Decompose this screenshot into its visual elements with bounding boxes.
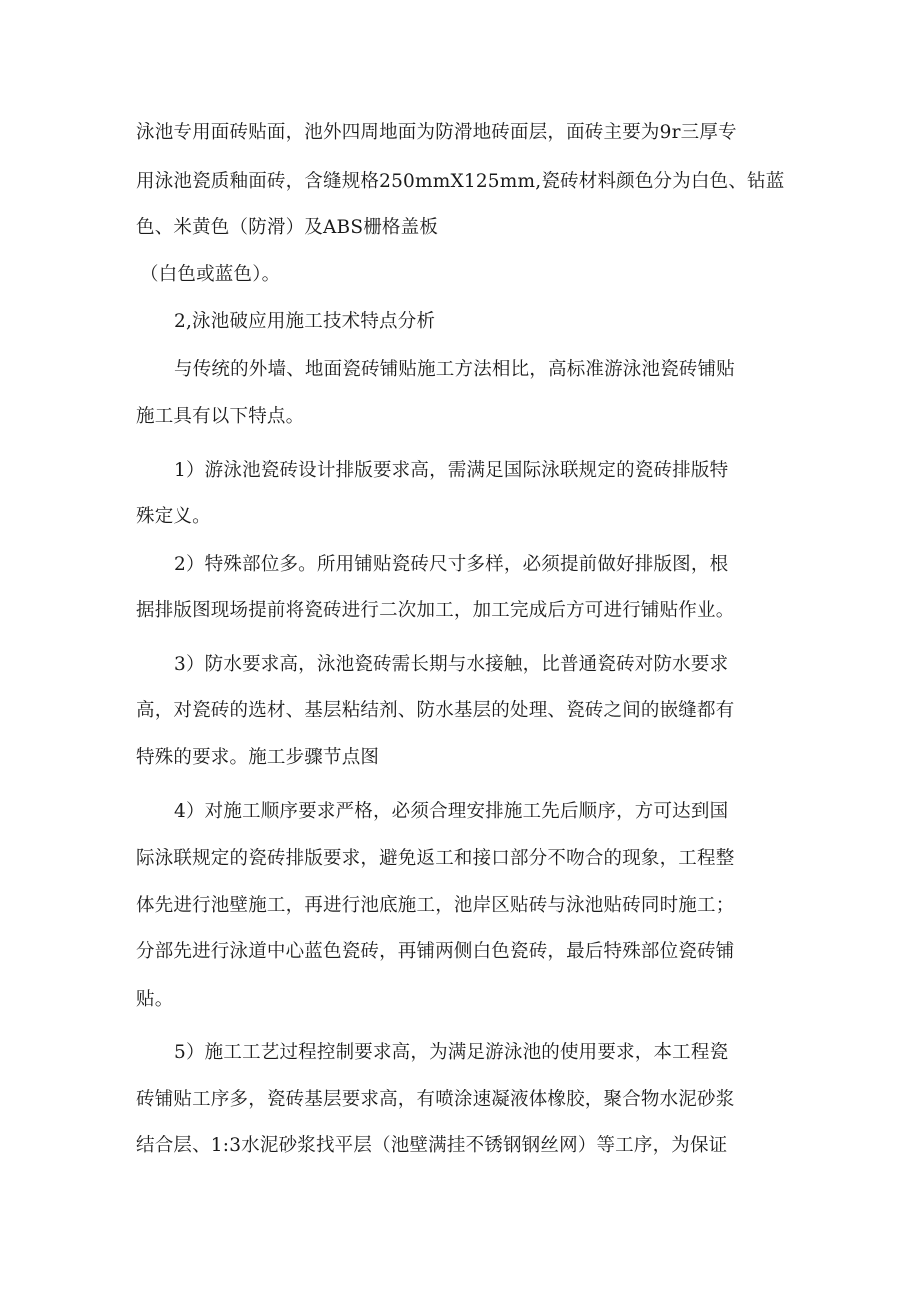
text-line: 色、米黄色（防滑）及ABS栅格盖板: [136, 217, 439, 238]
text-line: 体先进行池壁施工，再进行池底施工，池岸区贴砖与泳池贴砖同时施工；: [136, 895, 735, 916]
text-line: 用泳池瓷质釉面砖，含缝规格250mmX125mm,瓷砖材料颜色分为白色、钻蓝: [136, 171, 785, 192]
section-heading: 2,泳池破应用施工技术特点分析: [174, 311, 436, 332]
text-line: 与传统的外墙、地面瓷砖铺贴施工方法相比，高标准游泳池瓷砖铺贴: [174, 359, 736, 380]
list-item-2: 2）特殊部位多。所用铺贴瓷砖尺寸多样，必须提前做好排版图，根: [174, 554, 729, 575]
text-line: 际泳联规定的瓷砖排版要求，避免返工和接口部分不吻合的现象，工程整: [136, 848, 735, 869]
text-line: 贴。: [136, 989, 174, 1010]
list-item-4: 4）对施工顺序要求严格，必须合理安排施工先后顺序，方可达到国: [174, 801, 729, 822]
text-line: 砖铺贴工序多，瓷砖基层要求高，有喷涂速凝液体橡胶，聚合物水泥砂浆: [136, 1089, 735, 1110]
text-line: 分部先进行泳道中心蓝色瓷砖，再铺两侧白色瓷砖，最后特殊部位瓷砖铺: [136, 941, 735, 962]
text-line: 据排版图现场提前将瓷砖进行二次加工，加工完成后方可进行铺贴作业。: [136, 600, 735, 621]
text-line: 殊定义。: [136, 506, 211, 527]
text-line: 特殊的要求。施工步骤节点图: [136, 747, 380, 768]
list-item-1: 1）游泳池瓷砖设计排版要求高，需满足国际泳联规定的瓷砖排版特: [174, 460, 729, 481]
text-line: 高，对瓷砖的选材、基层粘结剂、防水基层的处理、瓷砖之间的嵌缝都有: [136, 700, 735, 721]
text-line: 结合层、1:3水泥砂浆找平层（池壁满挂不锈钢钢丝网）等工序，为保证: [136, 1135, 728, 1156]
text-line: 施工具有以下特点。: [136, 406, 305, 427]
text-line: （白色或蓝色）。: [140, 264, 281, 285]
list-item-3: 3）防水要求高，泳池瓷砖需长期与水接触，比普通瓷砖对防水要求: [174, 654, 729, 675]
text-line: 泳池专用面砖贴面，池外四周地面为防滑地砖面层，面砖主要为9r三厚专: [136, 122, 737, 143]
list-item-5: 5）施工工艺过程控制要求高，为满足游泳池的使用要求，本工程瓷: [174, 1042, 729, 1063]
